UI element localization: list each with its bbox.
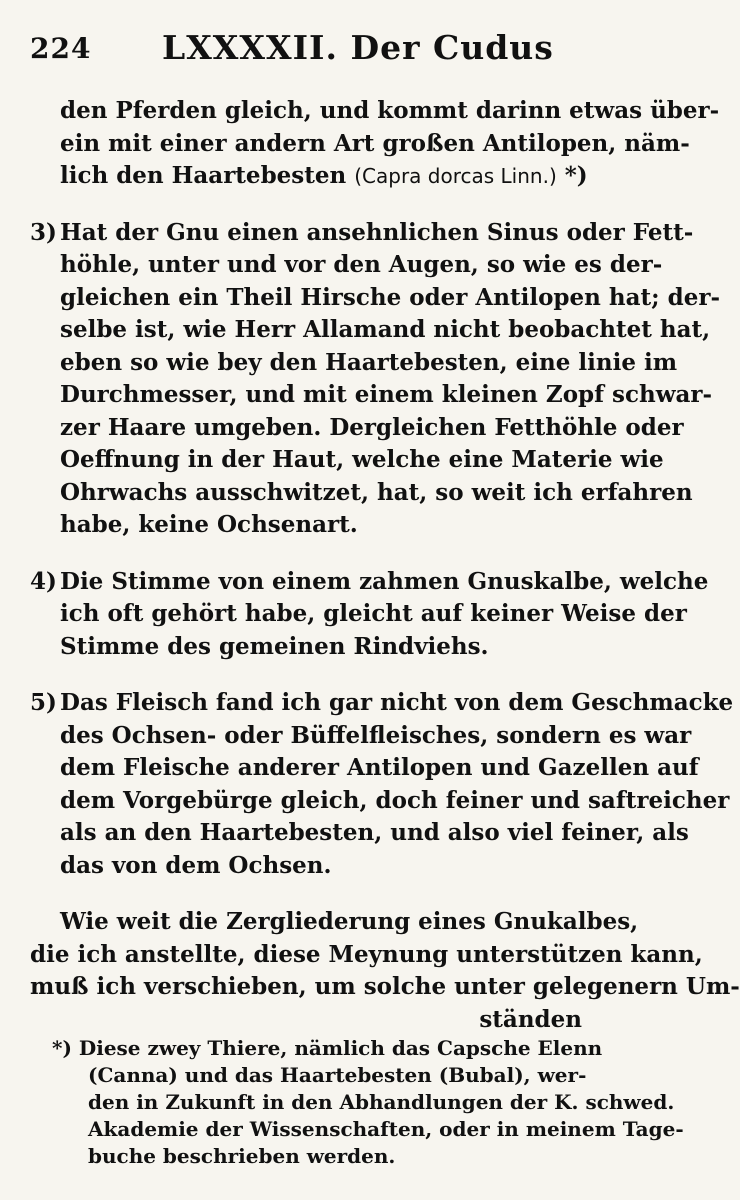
running-head: LXXXXII. Der Cudus (162, 28, 554, 67)
paragraph-continuation (30, 95, 720, 193)
text-line: ich oft gehört habe, gleicht auf keiner Weise der (60, 600, 687, 627)
footnote-line: den in Zukunft in den Abhandlungen der K. schwed. (88, 1090, 675, 1114)
footnote-marker: *) (556, 162, 588, 189)
latin-name: (Capra dorcas Linn.) (354, 164, 557, 188)
text-line: den Pferden gleich, und kommt darinn etwas über- (60, 97, 720, 124)
text-line (30, 160, 596, 193)
text-line: Durchmesser, und mit einem kleinen Zopf schwar- (60, 381, 713, 408)
closing-paragraph (30, 906, 740, 1036)
footnote-line: *) Diese zwey Thiere, nämlich das Capsche Elenn (52, 1036, 603, 1060)
paragraph-number: 5) (30, 689, 57, 716)
numbered-paragraph-4 (30, 566, 709, 664)
text-line: Ohrwachs ausschwitzet, hat, so weit ich erfahren (60, 478, 693, 506)
text-line: höhle, unter und vor den Augen, so wie es der- (60, 251, 663, 278)
numbered-paragraph-5 (30, 687, 734, 882)
text-line: Das Fleisch fand ich gar nicht von dem Geschmacke (60, 689, 734, 716)
text-line: Hat der Gnu einen ansehnlichen Sinus oder Fett- (60, 218, 694, 246)
text-line: muß ich verschieben, um solche unter gelegenern Um- (30, 973, 740, 1000)
footnote-line: (Canna) und das Haartebesten (Bubal), wer- (88, 1063, 587, 1087)
footnote-line: Akademie der Wissenschaften, oder in meinem Tage- (88, 1117, 684, 1141)
numbered-paragraph-3 (30, 217, 720, 542)
text-line: dem Fleische anderer Antilopen und Gazellen auf (60, 754, 699, 781)
page-header (30, 28, 594, 68)
text-line: des Ochsen- oder Büffelfleisches, sondern es war (60, 721, 692, 749)
text-fragment: lich den Haartebesten (60, 162, 347, 189)
body-text (30, 95, 740, 1060)
paragraph-number: 4) (30, 567, 57, 595)
text-line: als an den Haartebesten, und also viel feiner, als (60, 819, 689, 846)
text-line: habe, keine Ochsenart. (60, 511, 358, 538)
text-line: Oeffnung in der Haut, welche eine Materie wie (60, 446, 664, 473)
text-line: das von dem Ochsen. (60, 851, 332, 879)
footnote (52, 1035, 684, 1170)
page-number: 224 (30, 32, 92, 65)
text-line: selbe ist, wie Herr Allamand nicht beobachtet hat, (60, 316, 711, 343)
text-line: Wie weit die Zergliederung eines Gnukalbes, (60, 908, 639, 935)
text-line: die ich anstellte, diese Meynung unterstützen kann, (30, 940, 703, 968)
paragraph-number: 3) (30, 218, 57, 246)
footnote-line: buche beschrieben werden. (88, 1144, 396, 1168)
catchword: ständen (479, 1005, 582, 1033)
text-line: ein mit einer andern Art großen Antilopen, näm- (60, 129, 690, 157)
text-line: eben so wie bey den Haartebesten, eine linie im (60, 348, 678, 376)
text-line: gleichen ein Theil Hirsche oder Antilopen hat; der- (60, 283, 720, 311)
text-line: Stimme des gemeinen Rindviehs. (60, 632, 489, 660)
text-line: dem Vorgebürge gleich, doch feiner und saftreicher (60, 786, 730, 814)
text-line: Die Stimme von einem zahmen Gnuskalbe, welche (60, 567, 709, 595)
text-line: zer Haare umgeben. Dergleichen Fetthöhle oder (60, 413, 684, 441)
